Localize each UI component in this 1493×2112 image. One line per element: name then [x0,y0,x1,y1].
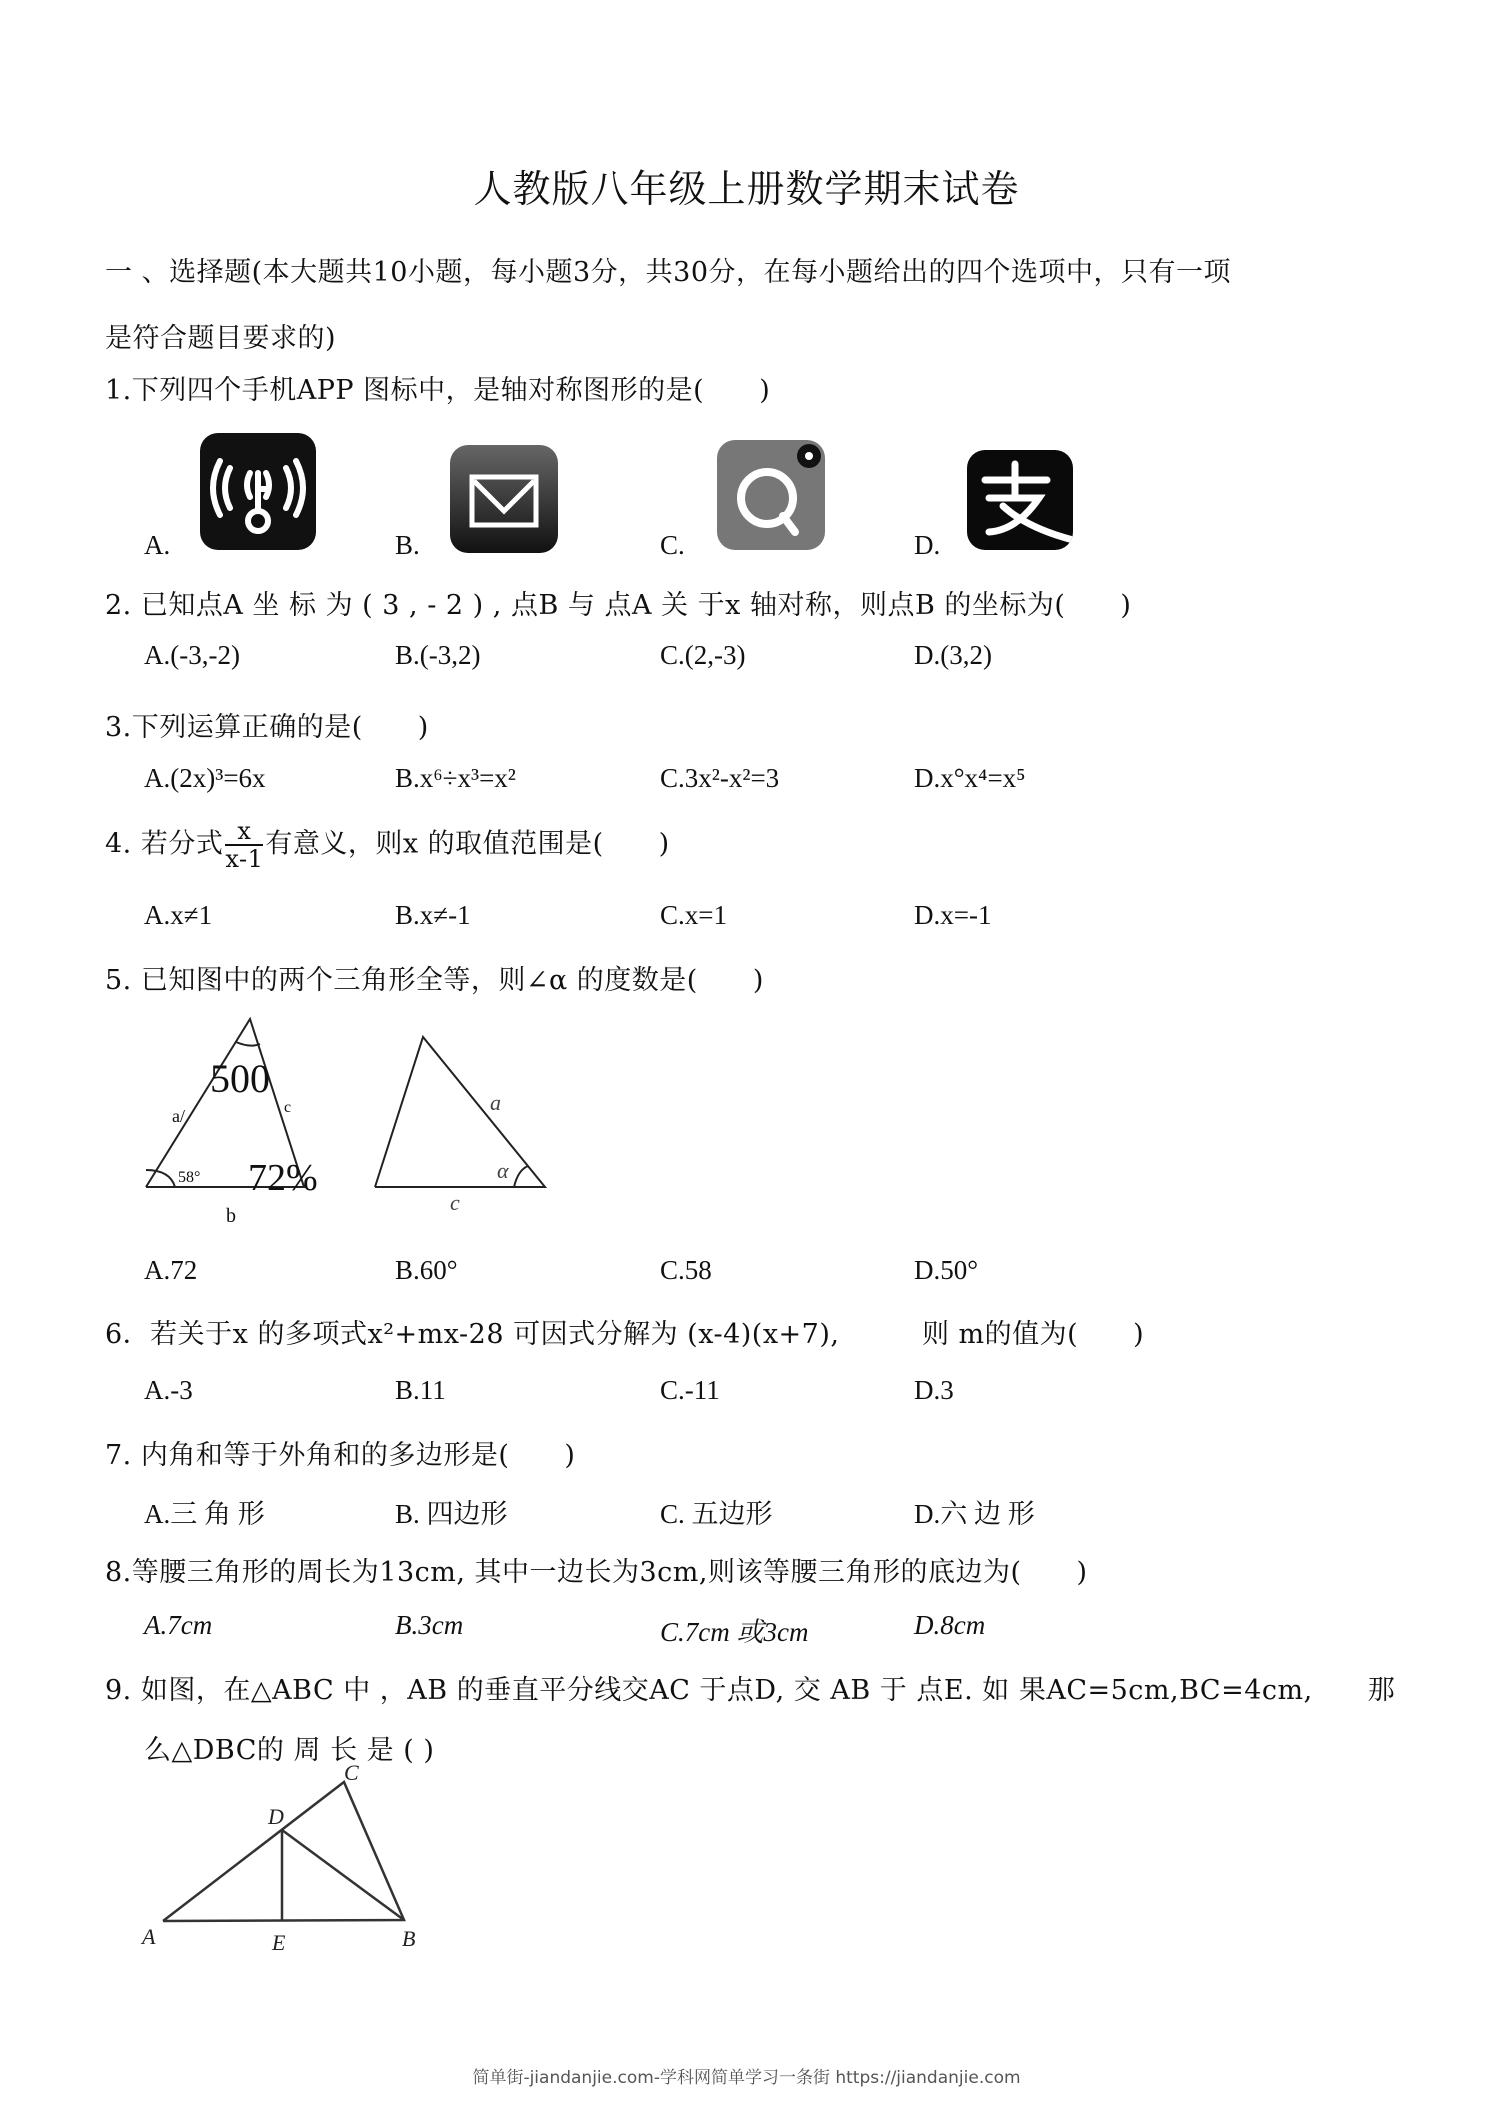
alpha-label: α [497,1158,509,1183]
question-7-option-b: B. 四边形 [395,1499,508,1529]
side-c-label-right: c [450,1190,460,1215]
mail-app-icon [450,445,558,553]
page-title: 人教版八年级上册数学期末试卷 [473,167,1020,211]
question-4-option-b: B.x≠-1 [395,900,471,930]
question-1-option-c: C. [660,530,685,560]
question-5-option-c: C.58 [660,1255,712,1285]
footer-watermark: 简单街-jiandanjie.com-学科网简单学习一条街 https://jiandanjie.com [472,2068,1021,2088]
side-b-label: b [226,1205,236,1227]
question-8-stem: 8.等腰三角形的周长为13cm, 其中一边长为3cm,则该等腰三角形的底边为( ) [105,1557,1088,1588]
question-7-option-d: D.六 边 形 [914,1499,1035,1529]
question-6-stem: 6．若关于x 的多项式x²+mx-28 可因式分解为 (x-4)(x+7), 则 m的值为( ) [105,1319,1145,1350]
question-2-option-c: C.(2,-3) [660,640,746,670]
question-5-stem: 5. 已知图中的两个三角形全等，则∠α 的度数是( ) [105,965,764,996]
question-7-stem: 7. 内角和等于外角和的多边形是( ) [105,1440,576,1471]
question-2-option-d: D.(3,2) [914,640,992,670]
question-6-option-a: A.-3 [144,1375,193,1405]
question-3-option-b: B.x⁶÷x³=x² [395,763,516,793]
question-4-stem-prefix: 4. 若分式 [105,828,224,860]
question-7-option-a: A.三 角 形 [144,1499,265,1529]
side-c-label: c [284,1099,292,1116]
question-5-option-b: B.60° [395,1255,458,1285]
point-a-label: A [142,1924,156,1949]
question-5-option-a: A.72 [144,1255,198,1285]
question-9-stem-line2: 么△DBC的 周 长 是 ( ) [144,1735,435,1766]
point-d-label: D [268,1804,284,1829]
question-6-option-b: B.11 [395,1375,446,1405]
question-1-option-b: B. [395,530,420,560]
q-search-app-icon [717,440,825,550]
question-1-option-a: A. [144,530,171,560]
question-6-option-d: D.3 [914,1375,954,1405]
question-4-stem [105,818,670,872]
triangle-abc-figure [130,1760,460,1980]
question-3-stem: 3.下列运算正确的是( ) [105,712,429,743]
fraction-denominator: x-1 [225,845,264,873]
question-5-option-d: D.50° [914,1255,979,1285]
question-8-option-c: C.7cm 或3cm [660,1617,809,1647]
question-6-option-c: C.-11 [660,1375,720,1405]
fraction [225,818,263,872]
question-3-option-a: A.(2x)³=6x [144,763,266,793]
question-4-option-a: A.x≠1 [144,900,213,930]
question-1-option-d: D. [914,530,941,560]
point-c-label: C [344,1760,359,1785]
question-3-option-c: C.3x²-x²=3 [660,763,780,793]
question-4-option-c: C.x=1 [660,900,727,930]
side-a-label: a/ [172,1106,185,1126]
question-4-option-d: D.x=-1 [914,900,992,930]
left-angle-label: 58° [178,1169,201,1186]
question-2-stem: 2. 已知点A 坐 标 为 ( 3 , - 2 ) , 点B 与 点A 关 于x 轴对称，则点B 的坐标为( ) [105,590,1132,621]
point-b-label: B [402,1926,416,1951]
section-instructions-line2: 是符合题目要求的) [105,323,337,354]
question-8-option-d: D.8cm [914,1610,986,1640]
section-instructions-line1: 一 、选择题(本大题共10小题，每小题3分，共30分，在每小题给出的四个选项中，只有一项 [105,257,1232,288]
question-7-option-c: C. 五边形 [660,1499,773,1529]
fraction-numerator: x [225,818,263,846]
point-e-label: E [272,1930,286,1955]
question-1-stem: 1.下列四个手机APP 图标中，是轴对称图形的是( ) [105,375,771,406]
wifi-key-app-icon [200,433,316,550]
question-9-stem-line1: 9. 如图，在△ABC 中 ，AB 的垂直平分线交AC 于点D, 交 AB 于 点E. 如 果AC=5cm,BC=4cm, 那 [105,1675,1396,1706]
question-2-option-a: A.(-3,-2) [144,640,240,670]
congruent-triangles-figure [130,1010,580,1240]
top-angle-label: 500 [210,1056,270,1101]
question-2-option-b: B.(-3,2) [395,640,481,670]
question-8-option-b: B.3cm [395,1610,464,1640]
question-4-stem-suffix: 有意义，则x 的取值范围是( ) [265,828,670,860]
question-8-option-a: A.7cm [144,1610,213,1640]
side-a-label-right: a [490,1090,501,1115]
question-3-option-d: D.x°x⁴=x⁵ [914,763,1026,793]
alipay-app-icon [967,450,1073,550]
right-angle-label: 72% [248,1157,318,1199]
